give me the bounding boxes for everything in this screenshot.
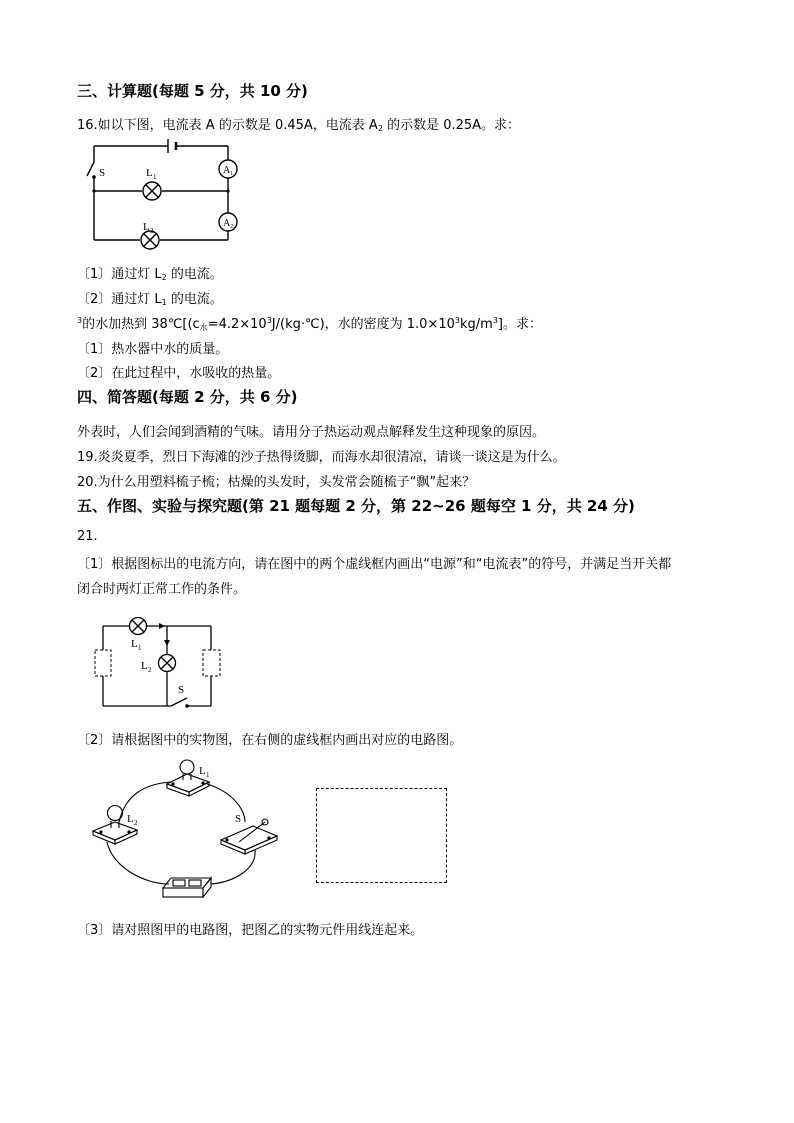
question-16-stem [77, 114, 520, 133]
q16-lamp2-label: L [143, 221, 150, 233]
q17-part2: 〔2〕在此过程中，水吸收的热量。 [77, 366, 281, 381]
fig1-lamp1-subscript: 1 [138, 644, 142, 652]
fig2-lamp1-label: L [199, 765, 206, 777]
q16-stem-text-end: 的示数是 0.25A。求： [382, 118, 521, 133]
q16-lamp2-subscript: 2 [150, 227, 154, 235]
q16-part2-text-end: 的电流。 [166, 292, 223, 307]
q21-part1-line2: 闭合时两灯正常工作的条件。 [77, 582, 247, 597]
q16-ammeter2-label: A [223, 218, 231, 229]
q16-stem-subscript: 2 [377, 124, 383, 133]
fig1-lamp2-label: L [141, 660, 148, 672]
q16-part2-text: 〔2〕通过灯 L [77, 292, 162, 307]
fig2-lamp1-subscript: 1 [206, 771, 210, 779]
q16-part1-text-end: 的电流。 [166, 267, 223, 282]
q21-physical-circuit-figure [85, 756, 300, 901]
q17-part1: 〔1〕热水器中水的质量。 [77, 342, 229, 357]
q16-ammeter1-label: A [223, 165, 231, 176]
q17-superscript-4: 3 [492, 316, 498, 325]
q17-text-a: 的水加热到 38℃[(c [82, 317, 200, 332]
circuit-drawing-answer-box[interactable] [316, 788, 447, 883]
q16-lamp1-subscript: 1 [153, 173, 157, 181]
q17-text-b: =4.2×10 [207, 317, 267, 332]
fig2-lamp2-label: L [127, 813, 134, 825]
q17-superscript: 3 [77, 316, 83, 325]
fig1-lamp2-subscript: 2 [148, 666, 152, 674]
section-heading-calculation: 三、计算题(每题 5 分，共 10 分) [77, 82, 308, 100]
q17-superscript-2: 3 [266, 316, 272, 325]
q16-ammeter2-subscript: 2 [230, 224, 233, 230]
q16-switch-label: S [99, 167, 106, 179]
q21-circuit-figure-1 [95, 614, 235, 712]
q16-circuit-diagram [80, 136, 250, 248]
question-19: 19.炎炎夏季，烈日下海滩的沙子热得烫脚，而海水却很清凉，请谈一谈这是为什么。 [77, 450, 566, 465]
section-heading-drawing-experiment: 五、作图、实验与探究题(第 21 题每题 2 分，第 22~26 题每空 1 分，共 24 分) [77, 497, 635, 515]
q16-lamp1-label: L [146, 167, 153, 179]
question-18: 外表时，人们会闻到酒精的气味。请用分子热运动观点解释发生这种现象的原因。 [77, 425, 546, 440]
section-heading-short-answer: 四、简答题(每题 2 分，共 6 分) [77, 388, 298, 406]
q17-text-e: ]。求： [497, 317, 542, 332]
q21-part2: 〔2〕请根据图中的实物图，在右侧的虚线框内画出对应的电路图。 [77, 733, 463, 748]
q17-subscript-water: 水 [199, 323, 208, 332]
fig1-lamp1-label: L [131, 638, 138, 650]
q16-part1-subscript: 2 [161, 273, 167, 282]
q16-part1 [77, 263, 223, 282]
q16-part2-subscript: 1 [161, 298, 167, 307]
q16-stem-text: 16.如以下图，电流表 A 的示数是 0.45A，电流表 A [77, 118, 378, 133]
fig2-lamp2-subscript: 2 [134, 819, 138, 827]
q17-superscript-3: 3 [454, 316, 460, 325]
q16-ammeter1-subscript: 1 [230, 171, 233, 177]
q21-part3: 〔3〕请对照图甲的电路图，把图乙的实物元件用线连起来。 [77, 923, 424, 938]
q17-text-c: J/(kg·℃)，水的密度为 1.0×10 [271, 317, 455, 332]
fig2-switch-label: S [235, 813, 242, 825]
q17-text-d: kg/m [460, 317, 493, 332]
question-17-stem [77, 313, 542, 333]
q21-part1-line1: 〔1〕根据图标出的电流方向，请在图中的两个虚线框内画出“电源”和“电流表”的符号，并满足当开关都 [77, 557, 672, 572]
question-21-number: 21. [77, 529, 98, 544]
fig1-switch-label: S [178, 684, 185, 696]
q16-part2 [77, 288, 223, 307]
q16-part1-text: 〔1〕通过灯 L [77, 267, 162, 282]
question-20: 20.为什么用塑料梳子梳；枯燥的头发时，头发常会随梳子“飘”起来？ [77, 475, 476, 490]
